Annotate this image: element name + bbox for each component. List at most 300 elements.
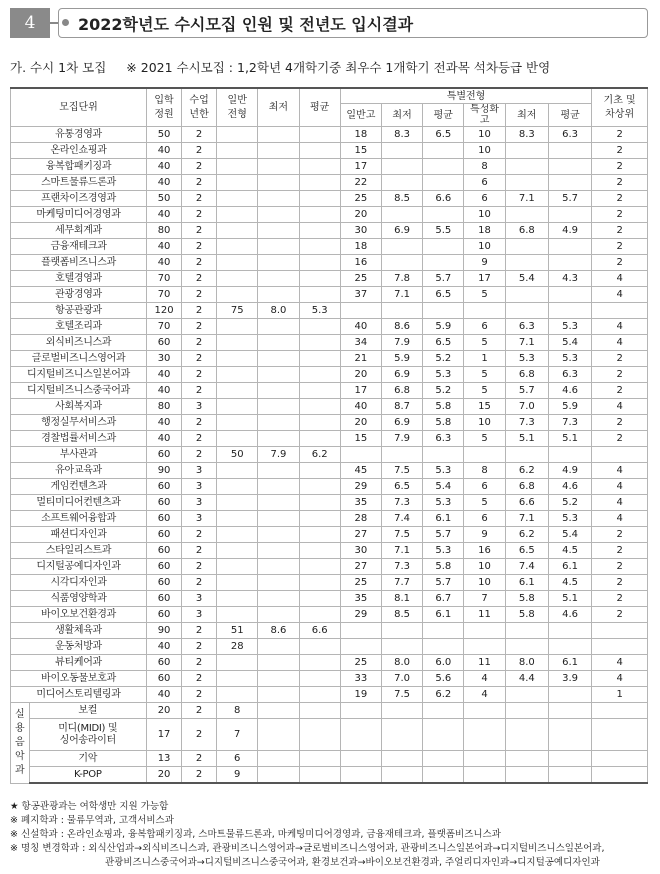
- table-cell: [299, 495, 340, 511]
- table-cell: [423, 207, 464, 223]
- note-line: ★ 항공관광과는 여학생만 지원 가능함: [10, 801, 169, 812]
- table-cell: [381, 303, 422, 319]
- table-cell: 18: [464, 223, 505, 239]
- dept-name-cell: 스타일리스트과: [11, 543, 147, 559]
- footnotes: [10, 800, 650, 870]
- table-row: [11, 495, 648, 511]
- table-cell: [592, 751, 648, 767]
- table-cell: 5.1: [548, 591, 591, 607]
- table-cell: 5.3: [423, 367, 464, 383]
- page-title: 2022학년도 수시모집 인원 및 전년도 입시결과: [78, 15, 414, 34]
- table-cell: [258, 159, 299, 175]
- table-cell: [258, 671, 299, 687]
- table-cell: [258, 335, 299, 351]
- music-group-char: 실: [14, 708, 25, 720]
- table-cell: [381, 767, 422, 784]
- table-cell: [423, 159, 464, 175]
- table-row: [11, 127, 648, 143]
- table-cell: 6.3: [548, 367, 591, 383]
- table-row: [11, 415, 648, 431]
- table-cell: 2: [182, 559, 217, 575]
- col-header-years: 수업 년한: [182, 88, 217, 127]
- table-row: [11, 303, 648, 319]
- table-cell: 5.5: [423, 223, 464, 239]
- table-row: [11, 607, 648, 623]
- dept-name-cell: 호텔경영과: [11, 271, 147, 287]
- table-cell: [258, 511, 299, 527]
- admissions-table: [10, 87, 648, 784]
- table-cell: 28: [340, 511, 381, 527]
- table-cell: [423, 639, 464, 655]
- table-cell: [299, 543, 340, 559]
- table-cell: [340, 303, 381, 319]
- table-cell: 5: [464, 367, 505, 383]
- table-cell: 5: [464, 335, 505, 351]
- table-cell: 6.2: [423, 687, 464, 703]
- table-cell: 2: [182, 575, 217, 591]
- table-cell: 6.8: [505, 367, 548, 383]
- col-header-voc-min: 최저: [505, 104, 548, 127]
- table-cell: [381, 239, 422, 255]
- table-cell: 4.6: [548, 479, 591, 495]
- table-cell: [340, 639, 381, 655]
- table-cell: 2: [182, 751, 217, 767]
- table-cell: [548, 447, 591, 463]
- table-cell: 4: [592, 671, 648, 687]
- table-cell: 40: [147, 207, 182, 223]
- table-cell: 4: [592, 319, 648, 335]
- table-cell: [217, 143, 258, 159]
- table-cell: [299, 415, 340, 431]
- table-cell: 6.2: [505, 463, 548, 479]
- table-row: [11, 271, 648, 287]
- note-line: 관광비즈니스중국어과→디지털비즈니스중국어과, 환경보건과→바이오보건환경과, 주얼리디자인과→디지털공예디자인과: [105, 857, 600, 868]
- col-header-avg: 평균: [299, 88, 340, 127]
- dept-name-cell: 미디어스토리텔링과: [11, 687, 147, 703]
- col-header-special: 특별전형: [340, 88, 592, 104]
- table-cell: 8: [217, 703, 258, 719]
- table-cell: 7.1: [381, 287, 422, 303]
- table-cell: [217, 271, 258, 287]
- table-cell: 9: [217, 767, 258, 784]
- table-cell: 2: [592, 591, 648, 607]
- table-cell: 15: [464, 399, 505, 415]
- table-cell: [592, 767, 648, 784]
- table-cell: 5.7: [423, 575, 464, 591]
- table-cell: 2: [182, 527, 217, 543]
- table-cell: [299, 127, 340, 143]
- table-cell: 25: [340, 575, 381, 591]
- dept-name-cell: 글로벌비즈니스영어과: [11, 351, 147, 367]
- table-cell: [548, 143, 591, 159]
- table-cell: 4: [592, 399, 648, 415]
- table-cell: 4: [592, 271, 648, 287]
- table-cell: 37: [340, 287, 381, 303]
- table-cell: 17: [340, 159, 381, 175]
- table-cell: 2: [182, 255, 217, 271]
- table-cell: [340, 623, 381, 639]
- table-cell: 30: [340, 543, 381, 559]
- table-cell: [258, 175, 299, 191]
- table-cell: [381, 703, 422, 719]
- table-cell: 5.4: [548, 335, 591, 351]
- table-cell: [464, 703, 505, 719]
- table-cell: [217, 607, 258, 623]
- table-cell: [217, 575, 258, 591]
- music-group-char: 과: [14, 764, 25, 776]
- table-cell: 25: [340, 271, 381, 287]
- table-cell: 5.3: [423, 495, 464, 511]
- col-header-special-general: 일반고: [340, 104, 381, 127]
- dept-name-cell: 게임컨텐츠과: [11, 479, 147, 495]
- table-cell: [299, 479, 340, 495]
- music-group-char: 악: [14, 750, 25, 762]
- table-cell: 70: [147, 271, 182, 287]
- table-row: [11, 255, 648, 271]
- dept-name-cell: 뷰티케어과: [11, 655, 147, 671]
- table-cell: [217, 287, 258, 303]
- table-cell: 2: [592, 191, 648, 207]
- dept-name-cell: 융복합패키징과: [11, 159, 147, 175]
- table-row: [11, 143, 648, 159]
- table-cell: 16: [340, 255, 381, 271]
- table-cell: 4: [592, 463, 648, 479]
- table-row: [11, 351, 648, 367]
- table-cell: [217, 527, 258, 543]
- table-cell: [258, 767, 299, 784]
- table-cell: 7: [464, 591, 505, 607]
- table-cell: [548, 639, 591, 655]
- table-cell: 6.1: [423, 607, 464, 623]
- table-cell: [299, 687, 340, 703]
- table-cell: 8.0: [258, 303, 299, 319]
- table-cell: 5.2: [423, 351, 464, 367]
- table-cell: [258, 191, 299, 207]
- table-cell: [258, 479, 299, 495]
- table-cell: [592, 719, 648, 751]
- table-cell: [217, 543, 258, 559]
- table-cell: [217, 687, 258, 703]
- table-cell: 7.9: [381, 431, 422, 447]
- table-row: [11, 703, 648, 719]
- table-cell: [548, 751, 591, 767]
- table-cell: 90: [147, 463, 182, 479]
- note-line: ※ 명칭 변경학과 : 외식산업과→외식비즈니스과, 관광비즈니스영어과→글로벌비즈니스영어과, 관광비즈니스일본어과→디지털비즈니스일본어과,: [10, 843, 605, 854]
- table-cell: [299, 639, 340, 655]
- table-cell: [423, 751, 464, 767]
- table-cell: 3: [182, 607, 217, 623]
- table-cell: 7.3: [548, 415, 591, 431]
- table-cell: 3: [182, 399, 217, 415]
- table-cell: 2: [592, 559, 648, 575]
- table-cell: 4.3: [548, 271, 591, 287]
- table-cell: 4.5: [548, 575, 591, 591]
- dept-name-cell: 시각디자인과: [11, 575, 147, 591]
- table-cell: [217, 655, 258, 671]
- table-cell: [548, 239, 591, 255]
- dept-name-cell: 바이오보건환경과: [11, 607, 147, 623]
- bullet-dot-icon: [62, 19, 69, 26]
- table-cell: 6: [464, 175, 505, 191]
- table-cell: 6.6: [505, 495, 548, 511]
- table-cell: 60: [147, 527, 182, 543]
- table-cell: [258, 559, 299, 575]
- table-row: [11, 751, 648, 767]
- table-cell: 7.4: [381, 511, 422, 527]
- table-cell: [464, 767, 505, 784]
- col-header-min: 최저: [258, 88, 299, 127]
- table-cell: 120: [147, 303, 182, 319]
- table-cell: 20: [340, 207, 381, 223]
- dept-name-cell: 마케팅미디어경영과: [11, 207, 147, 223]
- table-cell: 7: [217, 719, 258, 751]
- table-cell: 25: [340, 191, 381, 207]
- table-cell: 7.9: [258, 447, 299, 463]
- table-cell: 10: [464, 143, 505, 159]
- table-cell: 7.3: [381, 495, 422, 511]
- table-cell: 2: [592, 159, 648, 175]
- table-cell: 3: [182, 479, 217, 495]
- table-cell: [217, 175, 258, 191]
- table-cell: 5.2: [423, 383, 464, 399]
- table-cell: 40: [340, 319, 381, 335]
- table-cell: [299, 431, 340, 447]
- table-cell: [299, 559, 340, 575]
- table-cell: 1: [592, 687, 648, 703]
- table-cell: 8.6: [381, 319, 422, 335]
- table-cell: 33: [340, 671, 381, 687]
- table-row: [11, 335, 648, 351]
- table-cell: [548, 159, 591, 175]
- table-cell: 7.8: [381, 271, 422, 287]
- table-cell: [258, 575, 299, 591]
- table-cell: 7.4: [505, 559, 548, 575]
- table-cell: [548, 687, 591, 703]
- table-cell: [258, 655, 299, 671]
- table-row: [11, 287, 648, 303]
- table-cell: [340, 447, 381, 463]
- table-cell: [592, 303, 648, 319]
- table-cell: [258, 383, 299, 399]
- table-row: [11, 463, 648, 479]
- table-cell: 3.9: [548, 671, 591, 687]
- table-cell: 7.1: [381, 543, 422, 559]
- table-cell: 6.5: [505, 543, 548, 559]
- table-cell: [464, 623, 505, 639]
- table-cell: [381, 143, 422, 159]
- table-cell: 60: [147, 543, 182, 559]
- table-cell: 2: [182, 623, 217, 639]
- table-cell: 7.0: [505, 399, 548, 415]
- dept-name-cell: 온라인쇼핑과: [11, 143, 147, 159]
- table-cell: 7.3: [505, 415, 548, 431]
- table-row: [11, 159, 648, 175]
- table-row: [11, 383, 648, 399]
- table-cell: 7.5: [381, 527, 422, 543]
- table-cell: 11: [464, 655, 505, 671]
- note-line: ※ 폐지학과 : 물류무역과, 고객서비스과: [10, 815, 174, 826]
- table-cell: [217, 223, 258, 239]
- table-cell: [423, 255, 464, 271]
- table-cell: 5: [464, 431, 505, 447]
- table-cell: 4: [592, 479, 648, 495]
- table-cell: 10: [464, 239, 505, 255]
- table-cell: 6.5: [423, 127, 464, 143]
- table-cell: [258, 287, 299, 303]
- table-row: [11, 511, 648, 527]
- table-cell: [464, 447, 505, 463]
- dept-name-cell: 멀티미디어컨텐츠과: [11, 495, 147, 511]
- table-cell: 5.9: [381, 351, 422, 367]
- table-cell: 2: [182, 143, 217, 159]
- table-cell: 45: [340, 463, 381, 479]
- table-cell: [258, 431, 299, 447]
- music-group-label: [11, 703, 30, 784]
- table-cell: 5.7: [423, 271, 464, 287]
- music-group-char: 음: [14, 736, 25, 748]
- table-cell: [464, 719, 505, 751]
- table-cell: 2: [182, 639, 217, 655]
- table-cell: [217, 511, 258, 527]
- table-cell: 29: [340, 479, 381, 495]
- table-cell: [299, 239, 340, 255]
- table-body: [11, 127, 648, 784]
- table-cell: 5.3: [548, 319, 591, 335]
- table-cell: 17: [464, 271, 505, 287]
- table-cell: [258, 399, 299, 415]
- table-cell: 2: [592, 239, 648, 255]
- table-cell: 2: [182, 767, 217, 784]
- table-cell: 17: [147, 719, 182, 751]
- table-cell: [299, 255, 340, 271]
- table-cell: [258, 703, 299, 719]
- table-cell: 6.9: [381, 223, 422, 239]
- table-cell: [299, 527, 340, 543]
- table-cell: [340, 719, 381, 751]
- table-cell: 5.6: [423, 671, 464, 687]
- table-cell: 20: [340, 367, 381, 383]
- table-cell: 2: [592, 367, 648, 383]
- table-cell: [299, 143, 340, 159]
- table-cell: 2: [592, 255, 648, 271]
- table-cell: 7.1: [505, 511, 548, 527]
- table-cell: [217, 415, 258, 431]
- table-cell: 6.5: [381, 479, 422, 495]
- table-cell: [217, 431, 258, 447]
- table-cell: 4: [464, 687, 505, 703]
- table-cell: [299, 655, 340, 671]
- table-cell: [505, 143, 548, 159]
- table-cell: 4.9: [548, 223, 591, 239]
- table-cell: 21: [340, 351, 381, 367]
- table-cell: 2: [182, 383, 217, 399]
- table-row: [11, 447, 648, 463]
- table-cell: 2: [182, 367, 217, 383]
- table-cell: 40: [147, 367, 182, 383]
- table-row: [11, 399, 648, 415]
- table-cell: 70: [147, 319, 182, 335]
- table-cell: 40: [147, 639, 182, 655]
- table-row: [11, 191, 648, 207]
- table-cell: 5.7: [548, 191, 591, 207]
- table-cell: [299, 335, 340, 351]
- table-cell: [464, 303, 505, 319]
- table-cell: 5.2: [548, 495, 591, 511]
- dept-name-cell: 행정실무서비스과: [11, 415, 147, 431]
- table-cell: 6.8: [505, 223, 548, 239]
- col-header-dept: 모집단위: [11, 88, 147, 127]
- table-cell: [505, 255, 548, 271]
- table-cell: 4.6: [548, 383, 591, 399]
- table-cell: [505, 159, 548, 175]
- table-cell: 6.3: [505, 319, 548, 335]
- table-cell: [299, 287, 340, 303]
- table-cell: 5.4: [505, 271, 548, 287]
- table-cell: 70: [147, 287, 182, 303]
- table-cell: 60: [147, 335, 182, 351]
- table-cell: [258, 351, 299, 367]
- table-cell: 6.5: [423, 335, 464, 351]
- table-cell: 6.8: [505, 479, 548, 495]
- table-cell: [299, 207, 340, 223]
- table-cell: [548, 623, 591, 639]
- table-row: [11, 319, 648, 335]
- table-cell: 40: [147, 143, 182, 159]
- table-cell: [217, 319, 258, 335]
- table-cell: 2: [182, 271, 217, 287]
- table-cell: 6: [464, 191, 505, 207]
- table-cell: 15: [340, 431, 381, 447]
- table-cell: 5: [464, 495, 505, 511]
- table-cell: [423, 623, 464, 639]
- table-cell: [381, 255, 422, 271]
- table-cell: [258, 255, 299, 271]
- col-header-special-avg: 평균: [423, 104, 464, 127]
- table-cell: 16: [464, 543, 505, 559]
- table-cell: 6.6: [423, 191, 464, 207]
- dept-name-cell: 스마트물류드론과: [11, 175, 147, 191]
- table-cell: 11: [464, 607, 505, 623]
- table-cell: 5.7: [505, 383, 548, 399]
- table-cell: 2: [182, 175, 217, 191]
- table-cell: 5.8: [505, 591, 548, 607]
- table-row: [11, 575, 648, 591]
- table-row: [11, 543, 648, 559]
- table-cell: 6.0: [423, 655, 464, 671]
- table-cell: [505, 687, 548, 703]
- table-cell: [423, 719, 464, 751]
- table-cell: 4.6: [548, 607, 591, 623]
- table-cell: 6.3: [548, 127, 591, 143]
- table-cell: 6.1: [505, 575, 548, 591]
- table-cell: [299, 463, 340, 479]
- col-header-voc-avg: 평균: [548, 104, 591, 127]
- table-row: [11, 239, 648, 255]
- table-cell: 2: [182, 415, 217, 431]
- header-row-1: [11, 88, 648, 104]
- table-cell: [548, 719, 591, 751]
- table-cell: 28: [217, 639, 258, 655]
- table-cell: [299, 511, 340, 527]
- table-cell: [299, 367, 340, 383]
- table-cell: 8.1: [381, 591, 422, 607]
- table-cell: 8.0: [381, 655, 422, 671]
- table-cell: 50: [147, 127, 182, 143]
- dept-name-cell: 바이오동물보호과: [11, 671, 147, 687]
- subtitle-section: 가. 수시 1차 모집: [10, 60, 107, 75]
- table-cell: [299, 319, 340, 335]
- table-cell: [548, 703, 591, 719]
